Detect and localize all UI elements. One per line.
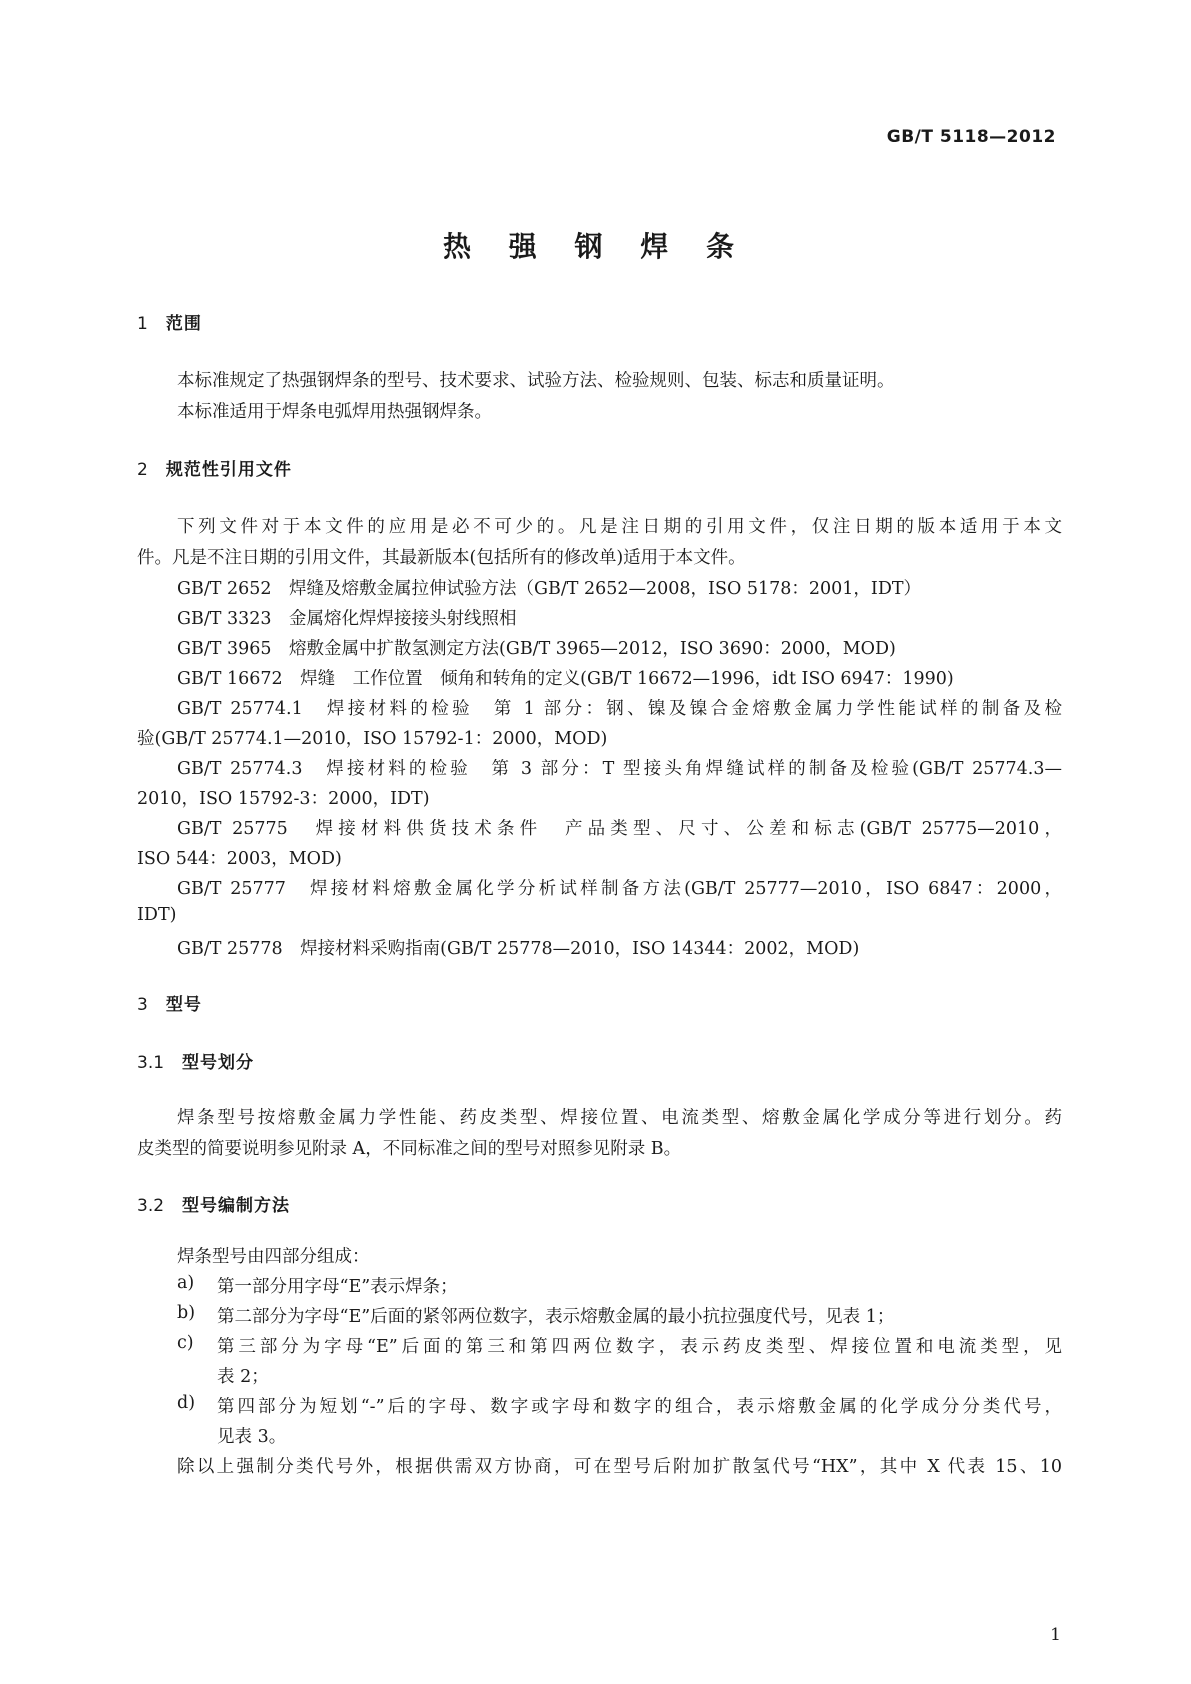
section-title: 型号编制方法 <box>182 1196 291 1216</box>
section-title: 型号 <box>165 995 202 1015</box>
list-item: 第四部分为短划“-”后的字母、数字或字母和数字的组合，表示熔敷金属的化学成分分类代号， <box>217 1397 1062 1417</box>
section-1-heading <box>137 309 202 334</box>
document-title: 热 强 钢 焊 条 <box>443 230 748 263</box>
list-marker: b) <box>177 1303 196 1323</box>
paragraph: 焊条型号由四部分组成： <box>177 1247 370 1267</box>
section-title: 范围 <box>165 314 202 334</box>
paragraph-line: 下列文件对于本文件的应用是必不可少的。凡是注日期的引用文件，仅注日期的版本适用于本文 <box>177 517 1062 537</box>
section-number: 3.1 <box>137 1053 165 1073</box>
reference-item-cont: 验(GB/T 25774.1—2010，ISO 15792-1：2000，MOD) <box>137 729 608 749</box>
reference-item: GB/T 2652 焊缝及熔敷金属拉伸试验方法（GB/T 2652—2008，ISO 5178：2001，IDT） <box>177 579 922 599</box>
paragraph: 本标准规定了热强钢焊条的型号、技术要求、试验方法、检验规则、包装、标志和质量证明。 <box>177 371 895 391</box>
section-2-heading <box>137 455 292 480</box>
reference-item: GB/T 25774.1 焊接材料的检验 第 1 部分：钢、镍及镍合金熔敷金属力学性能试样的制备及检 <box>177 699 1062 719</box>
paragraph-line: 除以上强制分类代号外，根据供需双方协商，可在型号后附加扩散氢代号“HX”，其中 X 代表 15、10 <box>177 1457 1062 1477</box>
reference-item: GB/T 16672 焊缝 工作位置 倾角和转角的定义(GB/T 16672—1996，idt ISO 6947：1990) <box>177 669 954 689</box>
section-3-heading <box>137 990 202 1015</box>
reference-item: GB/T 25777 焊接材料熔敷金属化学分析试样制备方法(GB/T 25777—2010，ISO 6847：2000， <box>177 879 1062 899</box>
list-marker: a) <box>177 1273 195 1293</box>
paragraph-line: 皮类型的简要说明参见附录 A，不同标准之间的型号对照参见附录 B。 <box>137 1139 682 1159</box>
section-number: 1 <box>137 314 148 334</box>
paragraph: 本标准适用于焊条电弧焊用热强钢焊条。 <box>177 402 492 422</box>
reference-item-cont: IDT) <box>137 905 177 925</box>
list-marker: c) <box>177 1333 194 1353</box>
reference-item: GB/T 3323 金属熔化焊焊接接头射线照相 <box>177 609 517 629</box>
section-3-1-heading <box>137 1048 254 1073</box>
page-number: 1 <box>1050 1625 1061 1645</box>
section-number: 2 <box>137 460 148 480</box>
list-item: 第三部分为字母“E”后面的第三和第四两位数字，表示药皮类型、焊接位置和电流类型，见 <box>217 1337 1062 1357</box>
list-item-cont: 见表 3。 <box>217 1427 287 1447</box>
list-marker: d) <box>177 1393 196 1413</box>
section-title: 规范性引用文件 <box>165 460 292 480</box>
standard-number: GB/T 5118—2012 <box>886 127 1056 147</box>
reference-item: GB/T 25778 焊接材料采购指南(GB/T 25778—2010，ISO 14344：2002，MOD) <box>177 939 860 959</box>
section-number: 3.2 <box>137 1196 165 1216</box>
section-title: 型号划分 <box>182 1053 255 1073</box>
paragraph-line: 焊条型号按熔敷金属力学性能、药皮类型、焊接位置、电流类型、熔敷金属化学成分等进行划分。药 <box>177 1108 1062 1128</box>
section-3-2-heading <box>137 1191 290 1216</box>
section-number: 3 <box>137 995 148 1015</box>
list-item-cont: 表 2； <box>217 1367 269 1387</box>
paragraph-line: 件。凡是不注日期的引用文件，其最新版本(包括所有的修改单)适用于本文件。 <box>137 548 746 568</box>
list-item: 第二部分为字母“E”后面的紧邻两位数字，表示熔敷金属的最小抗拉强度代号，见表 1； <box>217 1307 895 1327</box>
reference-item: GB/T 25774.3 焊接材料的检验 第 3 部分：T 型接头角焊缝试样的制备及检验(GB/T 25774.3— <box>177 759 1062 779</box>
reference-item: GB/T 3965 熔敷金属中扩散氢测定方法(GB/T 3965—2012，ISO 3690：2000，MOD) <box>177 639 896 659</box>
reference-item-cont: ISO 544：2003，MOD) <box>137 849 342 869</box>
list-item: 第一部分用字母“E”表示焊条； <box>217 1277 458 1297</box>
reference-item-cont: 2010，ISO 15792-3：2000，IDT) <box>137 789 430 809</box>
reference-item: GB/T 25775 焊接材料供货技术条件 产品类型、尺寸、公差和标志(GB/T 25775—2010， <box>177 819 1062 839</box>
